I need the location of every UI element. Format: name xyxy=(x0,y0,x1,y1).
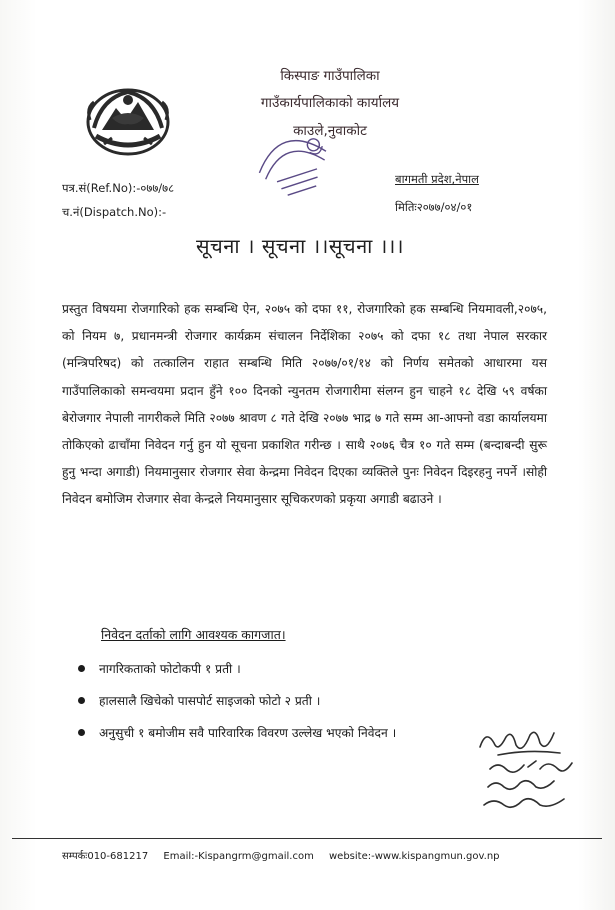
bullet-icon xyxy=(78,729,85,736)
footer-website: website:-www.kispangmun.gov.np xyxy=(329,851,500,862)
dispatch-number: च.नं(Dispatch.No):- xyxy=(62,205,167,219)
notice-body: प्रस्तुत विषयमा रोजगारिको हक सम्बन्धि ऐन, २०७५ को दफा ११, रोजगारिको हक सम्बन्धि नियमावली,२०७५, को नियम ७, प्रधानमन्त्री रोजगार कार्यक्रम संचालन निर्देशिका २०७५ को दफा १८ तथा नेपाल सरकार (मन्त्रिपरिषद) को तत्कालिन राहात सम्बन्धि मिति २०७७/०१/१४ को निर्णय समेतको आधारमा यस गाउँपालिकाको समन्वयमा प्रदान हुँने १०० दिनको न्युनतम रोजगारीमा संलग्न हुन चाहने १८ देखि ५९ वर्षका बेरोजगार नेपाली नागरीकले मिति २०७७ श्रावण ८ गते देखि २०७७ भाद्र ७ गते सम्म आ-आफ्नो वडा कार्यालयमा तोकिएको ढाचाँमा निवेदन गर्नु हुन यो सूचना प्रकाशित गरीन्छ । साथै २०७६ चैत्र १० गते सम्म (बन्दाबन्दी सुरू हुनु भन्दा अगाडी) नियमानुसार रोजगार सेवा केन्द्रमा निवेदन दिएका व्यक्तिले पुनः निवेदन दिइरहनु नपर्ने ।सोही निवेदन बमोजिम रोजगार सेवा केन्द्रले नियमानुसार सूचिकरणको प्रकृया अगाडी बढाउने । xyxy=(62,302,547,507)
notice-title: सूचना । सूचना ।।सूचना ।।। xyxy=(196,234,404,258)
list-item xyxy=(78,684,396,716)
footer-contact xyxy=(62,848,582,862)
municipality-name: किस्पाङ गाउँपालिका xyxy=(280,68,380,84)
letter-date: मितिः२०७७/०४/०१ xyxy=(395,200,473,214)
footer-divider xyxy=(12,838,602,839)
bullet-icon xyxy=(78,665,85,672)
required-documents-list xyxy=(78,652,396,748)
bullet-icon xyxy=(78,697,85,704)
province-label: बागमती प्रदेश,नेपाल xyxy=(395,172,479,186)
office-name: गाउँकार्यपालिकाको कार्यालय xyxy=(260,95,400,111)
list-item xyxy=(78,716,396,748)
list-item-text: नागरिकताको फोटोकपी १ प्रती । xyxy=(99,661,241,676)
footer-email: Email:-Kispangrm@gmail.com xyxy=(163,851,314,862)
list-item xyxy=(78,652,396,684)
office-address: काउले,नुवाकोट xyxy=(293,123,367,139)
required-documents-heading: निवेदन दर्ताको लागि आवश्यक कागजात। xyxy=(101,627,286,642)
officer-signature xyxy=(468,725,588,820)
footer-phone: सम्पर्कः010-681217 xyxy=(62,851,149,862)
reference-number: पत्र.सं(Ref.No):-०७७/७८ xyxy=(62,181,175,195)
office-stamp xyxy=(248,122,338,204)
list-item-text: अनुसुची १ बमोजीम सवै पारिवारिक विवरण उल्लेख भएको निवेदन । xyxy=(99,725,397,740)
nepal-emblem-logo xyxy=(82,78,174,160)
list-item-text: हालसालै खिचेको पासपोर्ट साइजको फोटो २ प्रती । xyxy=(99,693,321,708)
